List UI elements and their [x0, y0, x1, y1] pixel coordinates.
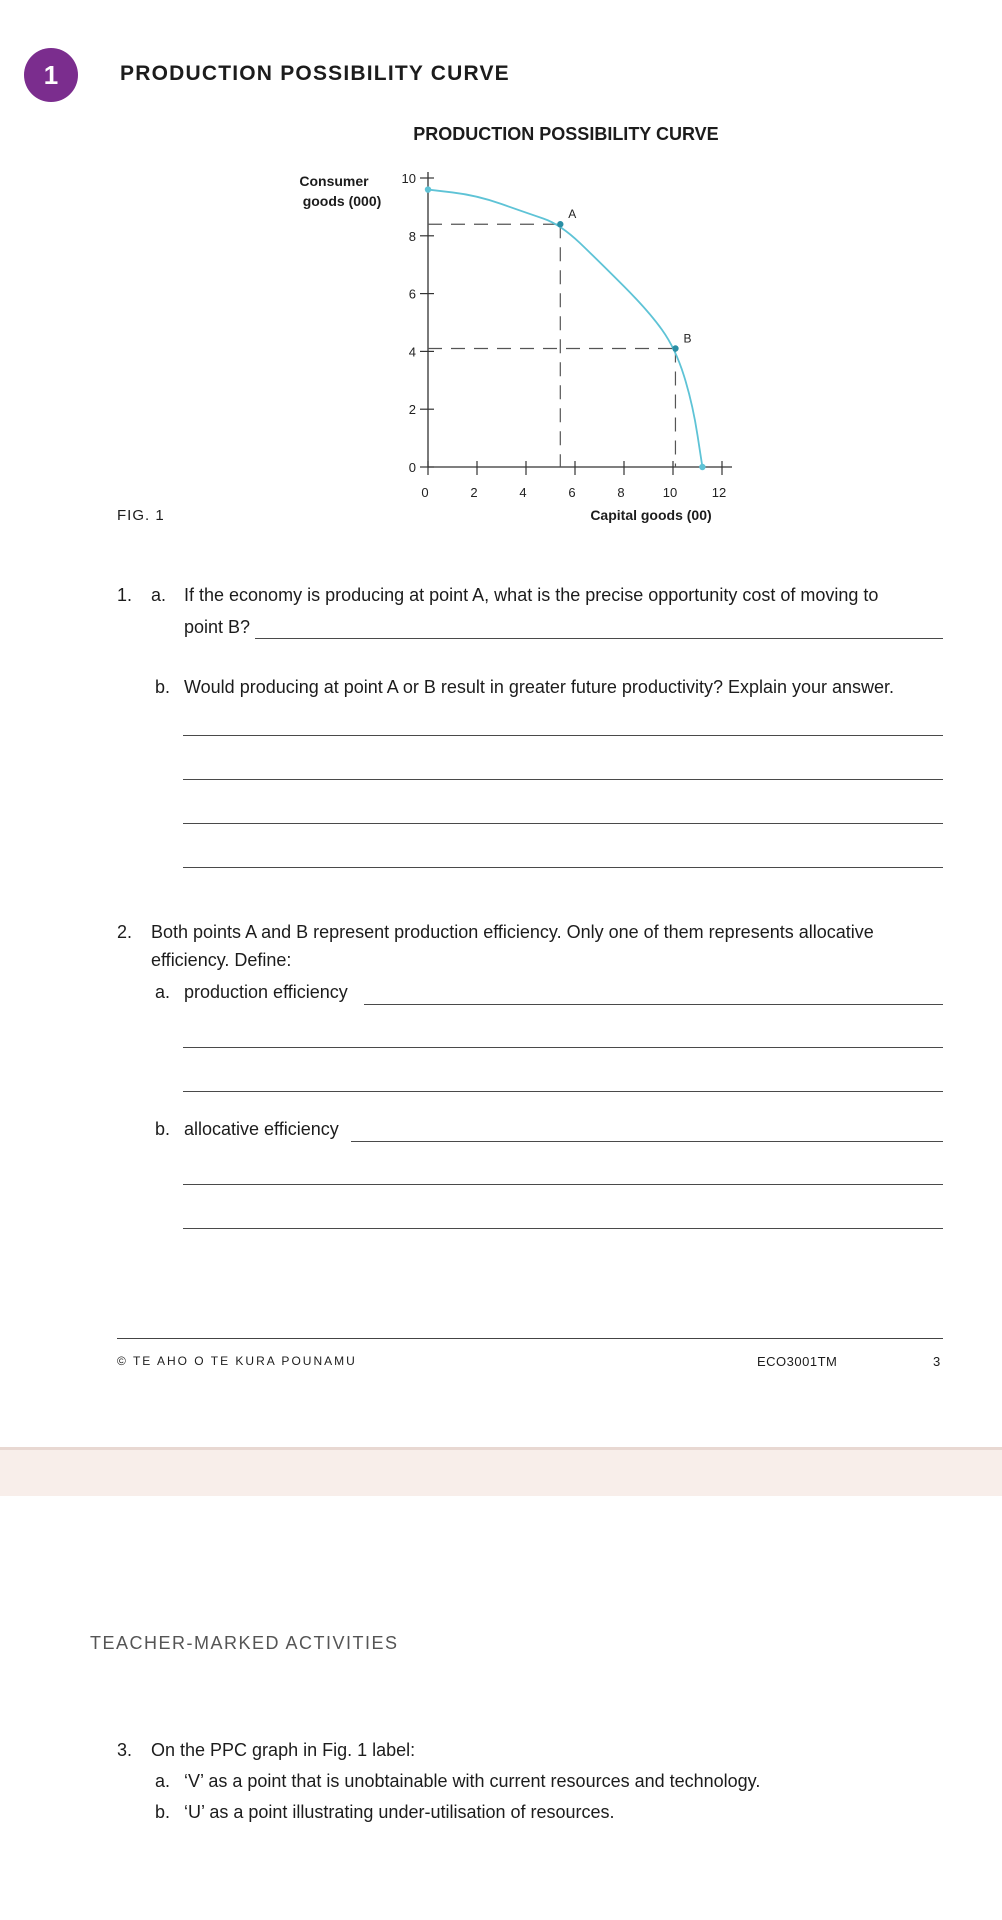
- y-tick-label: 2: [408, 402, 416, 418]
- x-tick-label: 4: [519, 485, 527, 500]
- y-tick-label: 0: [408, 460, 416, 475]
- q2a-text: production efficiency: [184, 982, 348, 1002]
- q1b-answer-line[interactable]: [183, 779, 943, 780]
- y-tick-label: 10: [401, 171, 416, 186]
- q1b-letter: b.: [155, 677, 171, 697]
- q3a-letter: a.: [155, 1771, 171, 1791]
- q2a-answer-line[interactable]: [183, 1047, 943, 1048]
- x-tick-label: 12: [711, 485, 727, 500]
- q3b-letter: b.: [155, 1802, 171, 1822]
- page-separator-band: [0, 1447, 1002, 1496]
- q1-number: 1.: [117, 585, 133, 605]
- point-label-a: A: [568, 207, 577, 222]
- x-axis-label: Capital goods (00): [590, 507, 712, 523]
- x-tick-label: 6: [568, 485, 576, 500]
- q3-intro: On the PPC graph in Fig. 1 label:: [151, 1740, 416, 1760]
- point-a: [557, 221, 563, 227]
- q1b-answer-line[interactable]: [183, 867, 943, 868]
- q1a-answer-line[interactable]: [255, 638, 943, 639]
- unit-number-badge: 1: [24, 48, 78, 102]
- footer-course-code: ECO3001TM: [757, 1354, 838, 1369]
- q3a-text: ‘V’ as a point that is unobtainable with current resources and technology.: [184, 1771, 761, 1791]
- footer-copyright: © TE AHO O TE KURA POUNAMU: [117, 1354, 357, 1368]
- y-axis-label-line2: goods (000): [302, 193, 382, 209]
- q2-text-line1: Both points A and B represent production efficiency. Only one of them represents allocative: [151, 922, 874, 942]
- q1a-text-line2: point B?: [184, 617, 251, 637]
- unit-title: PRODUCTION POSSIBILITY CURVE: [120, 62, 510, 85]
- q3-number: 3.: [117, 1740, 133, 1760]
- x-tick-label: 2: [470, 485, 478, 500]
- q2a-answer-line[interactable]: [364, 1004, 943, 1005]
- x-tick-label: 8: [617, 485, 625, 500]
- q1b-answer-line[interactable]: [183, 735, 943, 736]
- x-tick-label: 10: [662, 485, 678, 500]
- footer-rule: [117, 1338, 943, 1339]
- point-label-b: B: [683, 331, 692, 346]
- y-axis-label-line1: Consumer: [299, 173, 369, 189]
- ppc-curve: [428, 190, 702, 467]
- q2b-answer-line[interactable]: [183, 1228, 943, 1229]
- footer-page-number: 3: [933, 1354, 943, 1369]
- q2b-text: allocative efficiency: [184, 1119, 339, 1139]
- q2b-answer-line[interactable]: [183, 1184, 943, 1185]
- figure-label: FIG. 1: [117, 507, 165, 524]
- y-tick-label: 8: [408, 228, 416, 244]
- q1b-text: Would producing at point A or B result in greater future productivity? Explain your answer.: [184, 677, 895, 697]
- x-tick-label: 0: [421, 485, 429, 500]
- q1a-letter: a.: [151, 585, 167, 605]
- q2b-letter: b.: [155, 1119, 171, 1139]
- y-tick-label: 4: [408, 344, 416, 360]
- q2a-answer-line[interactable]: [183, 1091, 943, 1092]
- point-b: [672, 345, 678, 351]
- q2a-letter: a.: [155, 982, 171, 1002]
- q2-text-line2: efficiency. Define:: [151, 950, 292, 970]
- section-heading: TEACHER-MARKED ACTIVITIES: [90, 1633, 399, 1653]
- q1b-answer-line[interactable]: [183, 823, 943, 824]
- y-tick-label: 6: [408, 286, 416, 302]
- q1a-text-line1: If the economy is producing at point A, what is the precise opportunity cost of moving to: [184, 585, 879, 605]
- q2-number: 2.: [117, 922, 133, 942]
- curve-endpoint: [699, 464, 705, 470]
- q3b-text: ‘U’ as a point illustrating under-utilisation of resources.: [184, 1802, 615, 1822]
- ppc-chart: [0, 110, 1002, 530]
- curve-endpoint: [425, 186, 431, 192]
- chart-title: PRODUCTION POSSIBILITY CURVE: [413, 124, 719, 144]
- q2b-answer-line[interactable]: [351, 1141, 943, 1142]
